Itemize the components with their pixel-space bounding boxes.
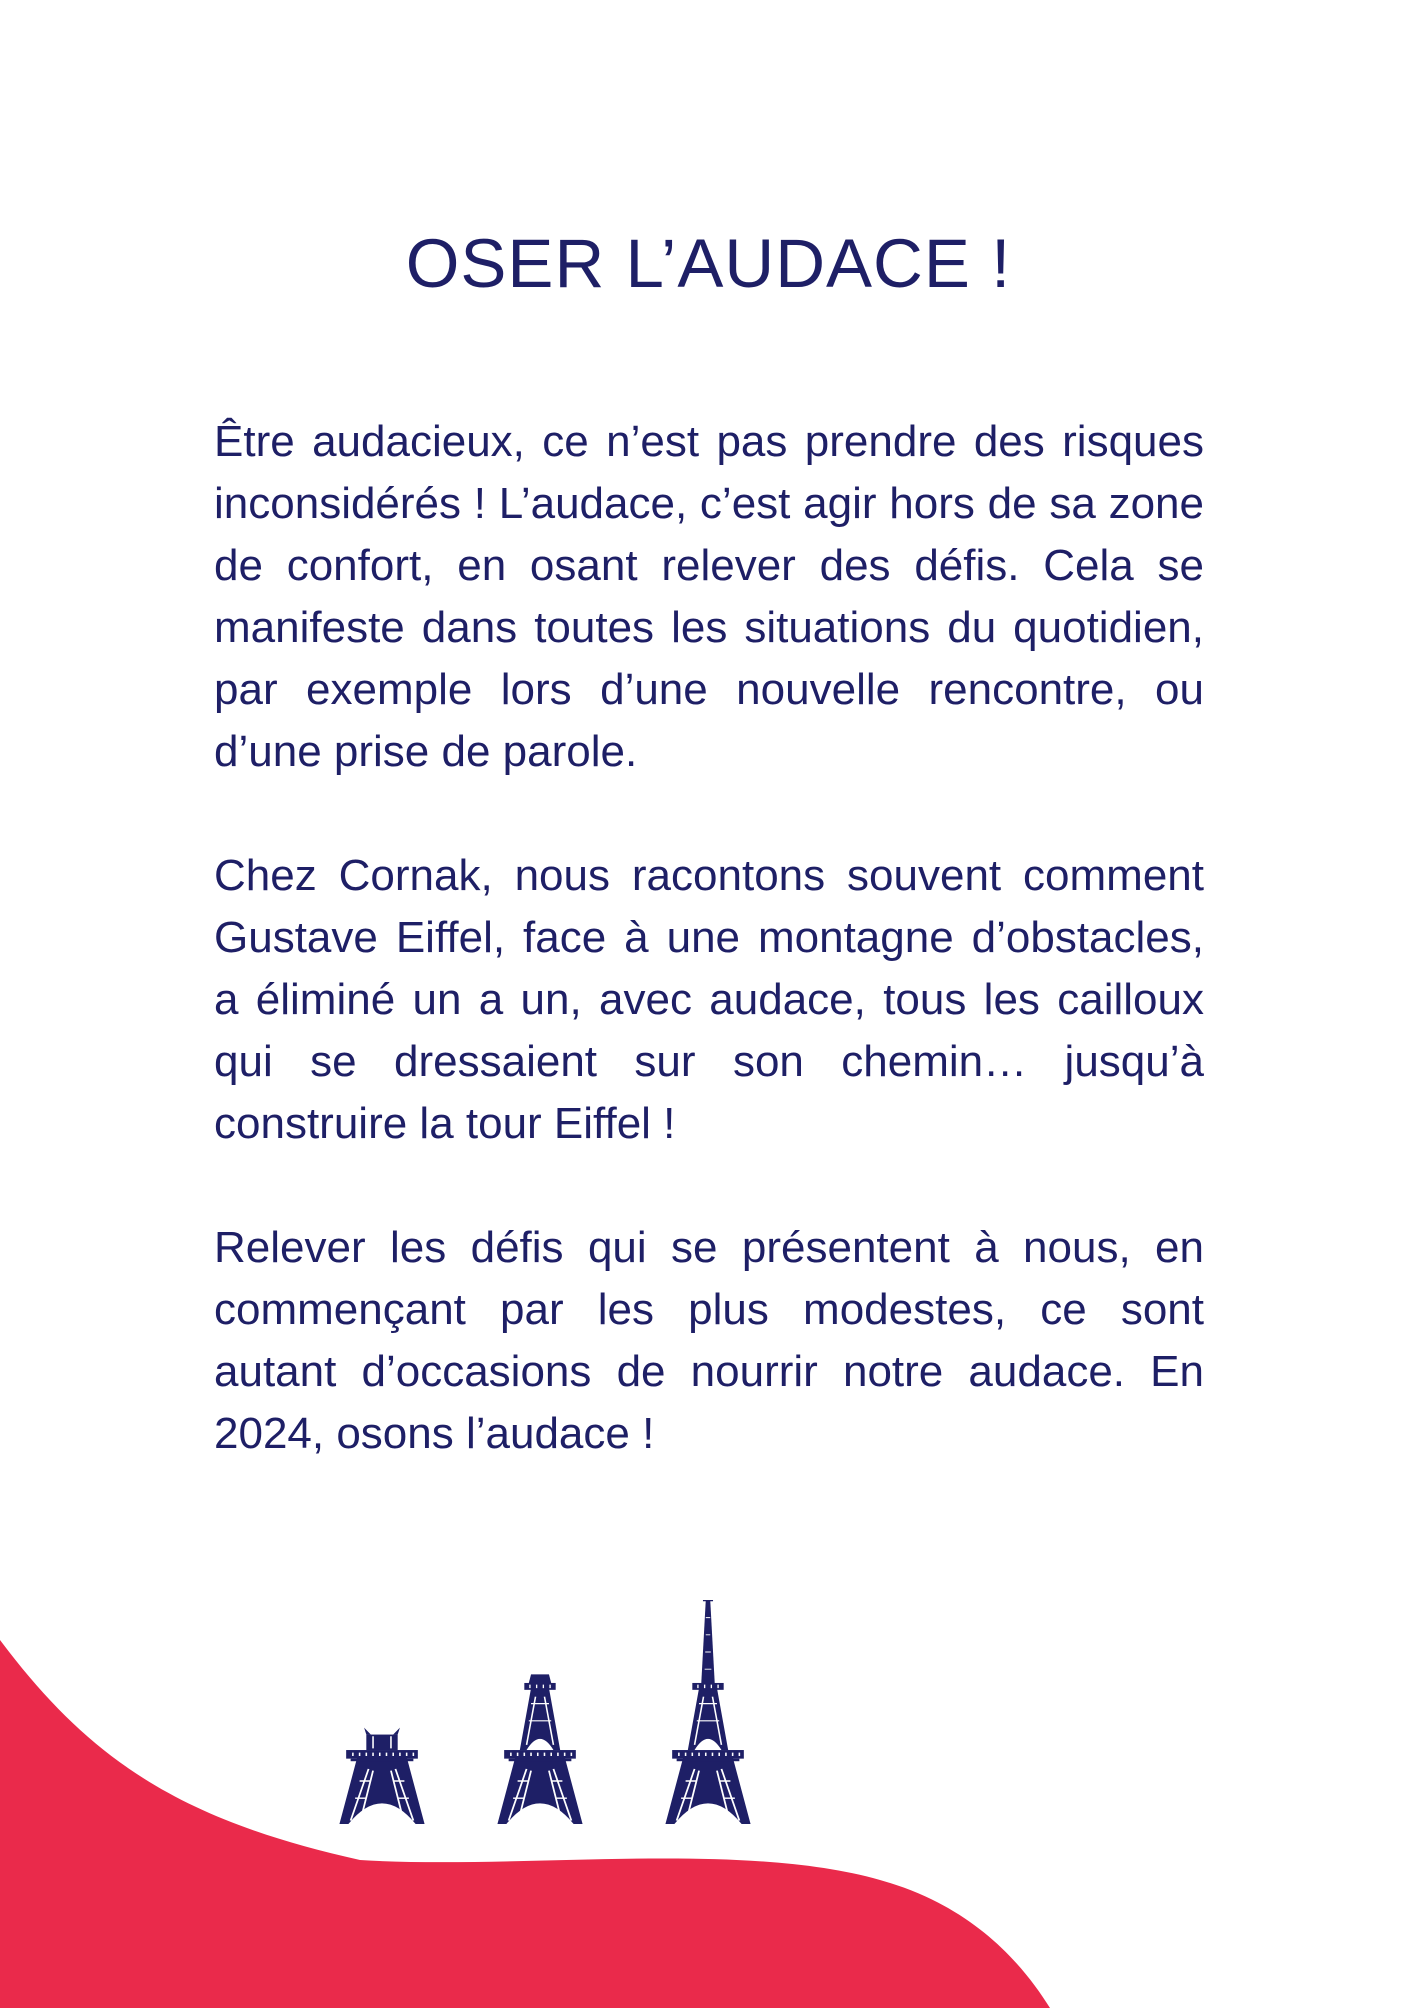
- paragraph-1: Être audacieux, ce n’est pas prendre des risques inconsidérés ! L’audace, c’est agir hors de sa zone de confort, en osant relever des défis. Cela se manifeste dans toutes les situations du quotidien, par exemple lors d’une nouvelle rencontre, ou d’une prise de parole.: [214, 417, 1204, 776]
- red-wave-shape: [0, 1640, 1050, 2008]
- paragraph-2: Chez Cornak, nous racontons souvent comment Gustave Eiffel, face à une montagne d’obstacles, a éliminé un a un, avec audace, tous les cailloux qui se dressaient sur son chemin… jusqu’à construire la tour Eiffel !: [214, 851, 1204, 1148]
- paragraph-3: Relever les défis qui se présentent à nous, en commençant par les plus modestes, ce sont autant d’occasions de nourrir notre audace. En 2024, osons l’audace !: [214, 1223, 1204, 1458]
- page-title: OSER L’AUDACE !: [405, 225, 1012, 302]
- eiffel-tower-mid-icon: [497, 1674, 582, 1824]
- eiffel-tower-full-icon: [665, 1600, 750, 1824]
- bottom-decoration: [0, 1600, 1417, 2008]
- body-text: [214, 411, 1204, 1465]
- eiffel-tower-base-icon: [339, 1728, 424, 1824]
